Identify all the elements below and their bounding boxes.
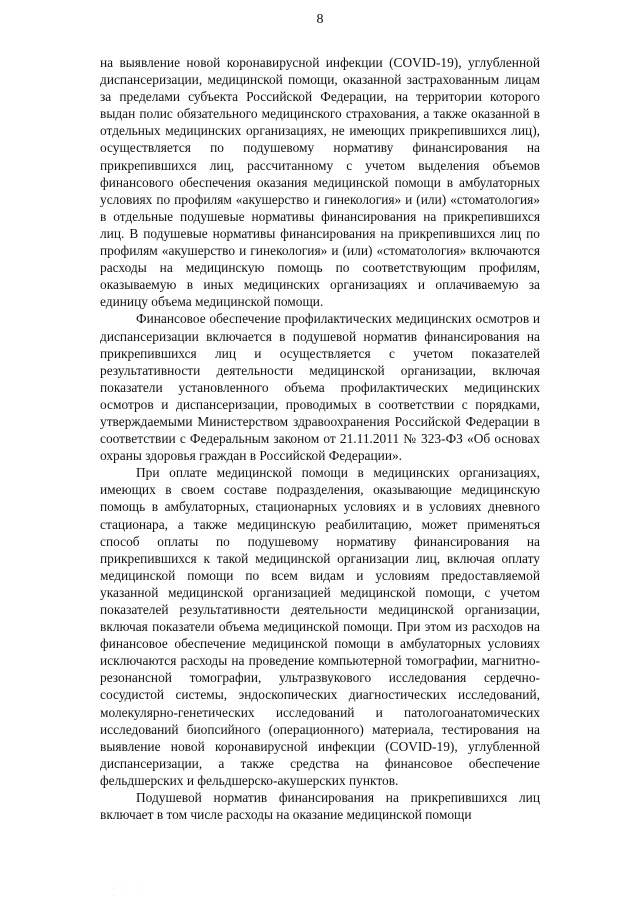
- paragraph: При оплате медицинской помощи в медицинских организациях, имеющих в своем составе подразделения, оказывающие медицинскую помощь в амбулаторных, стационарных условиях и в условиях дневного стационара, а также медицинскую реабилитацию, может применяться способ оплаты по подушевому нормативу финансирования на прикрепившихся к такой медицинской организации лиц, включая оплату медицинской помощи по всем видам и условиям предоставляемой указанной медицинской организацией медицинской помощи, с учетом показателей результативности деятельности медицинской организации, включая показатели объема медицинской помощи. При этом из расходов на финансовое обеспечение медицинской помощи в амбулаторных условиях исключаются расходы на проведение компьютерной томографии, магнитно-резонансной томографии, ультразвукового исследования сердечно-сосудистой системы, эндоскопических диагностических исследований, молекулярно-генетических исследований и патологоанатомических исследований биопсийного (операционного) материала, тестирования на выявление новой коронавирусной инфекции (COVID-19), углубленной диспансеризации, а также средства на финансовое обеспечение фельдшерских и фельдшерско-акушерских пунктов.: [100, 465, 540, 788]
- paragraph: Подушевой норматив финансирования на прикрепившихся лиц включает в том числе расходы на оказание медицинской помощи: [100, 790, 540, 823]
- paragraph: на выявление новой коронавирусной инфекции (COVID-19), углубленной диспансеризации, медицинской помощи, оказанной застрахованным лицам за пределами субъекта Российской Федерации, на территории которого выдан полис обязательного медицинского страхования, а также оказанной в отдельных медицинских организациях, не имеющих прикрепившихся лиц), осуществляется по подушевому нормативу финансирования на прикрепившихся лиц, рассчитанному с учетом выделения объемов финансового обеспечения оказания медицинской помощи в амбулаторных условиях по профилям «акушерство и гинекология» и (или) «стоматология» в отдельные подушевые нормативы финансирования на прикрепившихся лиц. В подушевые нормативы финансирования на прикрепившихся лиц по профилям «акушерство и гинекология» и (или) «стоматология» включаются расходы на медицинскую помощь по соответствующим профилям, оказываемую в иных медицинских организациях и оплачиваемую за единицу объема медицинской помощи.: [100, 55, 540, 310]
- page-number: 8: [316, 12, 324, 27]
- scan-artifact: · · · ·: [112, 885, 141, 899]
- paragraph: Финансовое обеспечение профилактических медицинских осмотров и диспансеризации включается в подушевой норматив финансирования на прикрепившихся лиц и осуществляется с учетом показателей результативности деятельности медицинской организации, включая показатели установленного объема профилактических медицинских осмотров и диспансеризации, проводимых в соответствии с порядками, утверждаемыми Министерством здравоохранения Российской Федерации в соответствии с Федеральным законом от 21.11.2011 № 323-ФЗ «Об основах охраны здоровья граждан в Российской Федерации».: [100, 311, 540, 464]
- document-body: [100, 54, 540, 823]
